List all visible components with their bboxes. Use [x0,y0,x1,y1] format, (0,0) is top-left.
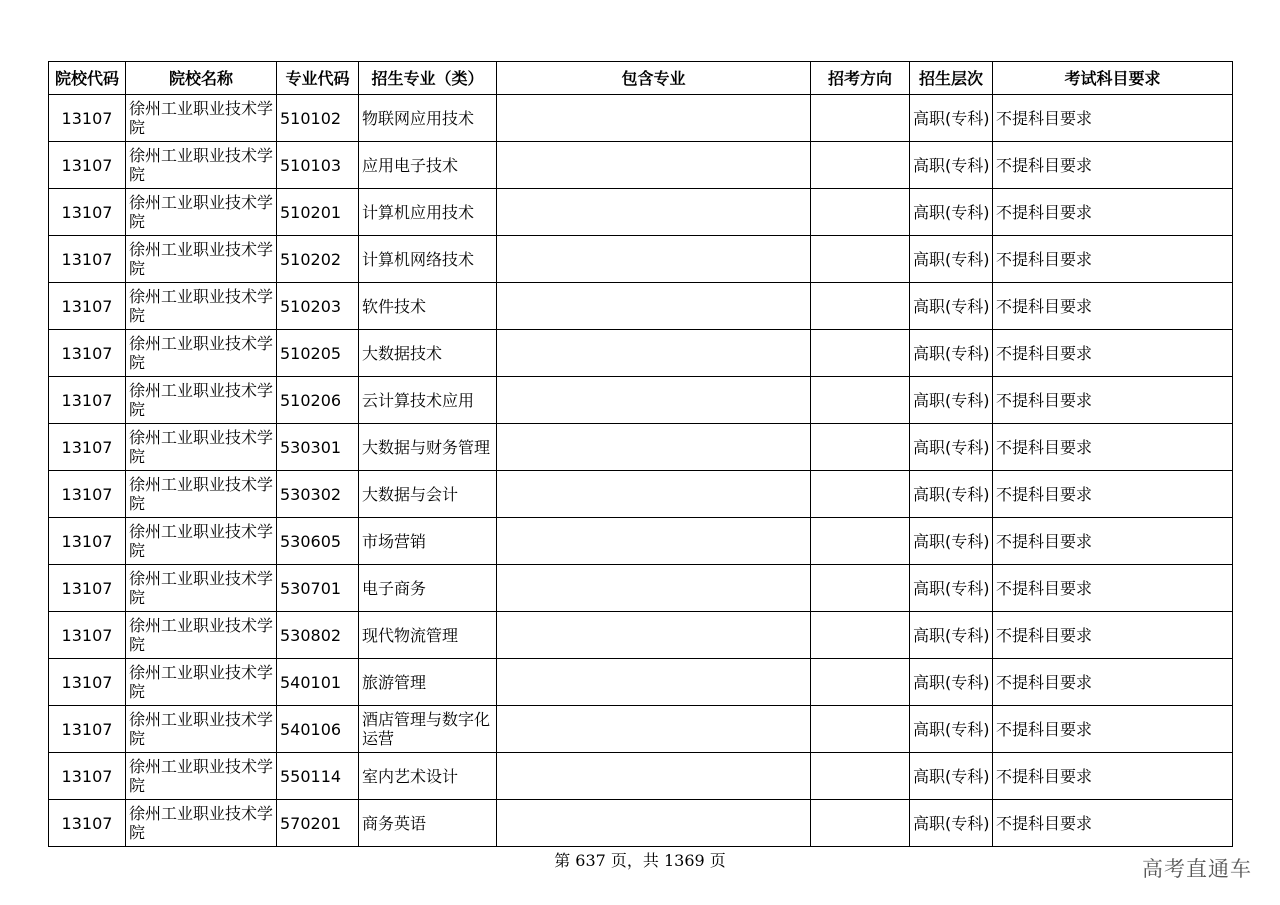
cell-level: 高职(专科) [910,142,993,189]
cell-major-code: 540106 [277,706,359,753]
cell-direction [811,236,910,283]
cell-level: 高职(专科) [910,612,993,659]
table-row [49,95,1233,142]
cell-requirement: 不提科目要求 [993,424,1233,471]
header-included-majors: 包含专业 [497,62,811,95]
cell-school-name: 徐州工业职业技术学院 [126,753,277,800]
cell-level: 高职(专科) [910,330,993,377]
cell-direction [811,330,910,377]
table-body [49,95,1233,847]
cell-major: 计算机网络技术 [359,236,497,283]
cell-requirement: 不提科目要求 [993,236,1233,283]
cell-requirement: 不提科目要求 [993,518,1233,565]
cell-school-name: 徐州工业职业技术学院 [126,424,277,471]
cell-level: 高职(专科) [910,283,993,330]
table-row [49,330,1233,377]
table-row [49,377,1233,424]
cell-major-code: 510202 [277,236,359,283]
cell-level: 高职(专科) [910,565,993,612]
cell-major-code: 510102 [277,95,359,142]
cell-requirement: 不提科目要求 [993,565,1233,612]
cell-major: 市场营销 [359,518,497,565]
header-major: 招生专业（类） [359,62,497,95]
cell-school-name: 徐州工业职业技术学院 [126,565,277,612]
cell-included-majors [497,236,811,283]
cell-school-name: 徐州工业职业技术学院 [126,142,277,189]
cell-school-code: 13107 [49,424,126,471]
admissions-table [48,61,1233,847]
cell-school-code: 13107 [49,706,126,753]
cell-level: 高职(专科) [910,95,993,142]
cell-school-name: 徐州工业职业技术学院 [126,236,277,283]
cell-school-code: 13107 [49,330,126,377]
cell-level: 高职(专科) [910,659,993,706]
cell-level: 高职(专科) [910,706,993,753]
cell-included-majors [497,565,811,612]
cell-requirement: 不提科目要求 [993,471,1233,518]
table-row [49,565,1233,612]
cell-major-code: 530302 [277,471,359,518]
cell-direction [811,753,910,800]
header-level: 招生层次 [910,62,993,95]
table-row [49,236,1233,283]
cell-direction [811,283,910,330]
cell-school-code: 13107 [49,518,126,565]
cell-requirement: 不提科目要求 [993,612,1233,659]
cell-major-code: 510103 [277,142,359,189]
cell-direction [811,471,910,518]
cell-major-code: 530802 [277,612,359,659]
cell-major-code: 530605 [277,518,359,565]
cell-school-code: 13107 [49,612,126,659]
cell-school-name: 徐州工业职业技术学院 [126,283,277,330]
cell-school-code: 13107 [49,189,126,236]
cell-major: 计算机应用技术 [359,189,497,236]
cell-major: 软件技术 [359,283,497,330]
cell-included-majors [497,283,811,330]
watermark: 高考直通车 [1142,857,1252,881]
table-row [49,753,1233,800]
cell-school-name: 徐州工业职业技术学院 [126,706,277,753]
cell-included-majors [497,189,811,236]
cell-included-majors [497,659,811,706]
cell-school-name: 徐州工业职业技术学院 [126,189,277,236]
cell-school-code: 13107 [49,377,126,424]
cell-direction [811,565,910,612]
cell-requirement: 不提科目要求 [993,330,1233,377]
cell-major: 云计算技术应用 [359,377,497,424]
header-direction: 招考方向 [811,62,910,95]
cell-level: 高职(专科) [910,377,993,424]
cell-major: 旅游管理 [359,659,497,706]
cell-level: 高职(专科) [910,424,993,471]
cell-direction [811,659,910,706]
table-row [49,518,1233,565]
cell-included-majors [497,518,811,565]
cell-major-code: 510206 [277,377,359,424]
cell-included-majors [497,471,811,518]
cell-direction [811,377,910,424]
cell-school-code: 13107 [49,565,126,612]
cell-requirement: 不提科目要求 [993,95,1233,142]
cell-major-code: 540101 [277,659,359,706]
cell-school-code: 13107 [49,283,126,330]
table-row [49,659,1233,706]
cell-school-code: 13107 [49,142,126,189]
cell-direction [811,800,910,847]
cell-major: 室内艺术设计 [359,753,497,800]
table-row [49,800,1233,847]
cell-requirement: 不提科目要求 [993,377,1233,424]
cell-school-name: 徐州工业职业技术学院 [126,95,277,142]
cell-included-majors [497,800,811,847]
cell-level: 高职(专科) [910,236,993,283]
cell-requirement: 不提科目要求 [993,283,1233,330]
cell-direction [811,189,910,236]
header-school-name: 院校名称 [126,62,277,95]
cell-school-name: 徐州工业职业技术学院 [126,471,277,518]
cell-requirement: 不提科目要求 [993,659,1233,706]
table-header-row [49,62,1233,95]
cell-major: 电子商务 [359,565,497,612]
cell-direction [811,142,910,189]
cell-major: 大数据与会计 [359,471,497,518]
cell-included-majors [497,95,811,142]
cell-requirement: 不提科目要求 [993,800,1233,847]
cell-major: 应用电子技术 [359,142,497,189]
cell-direction [811,612,910,659]
cell-school-code: 13107 [49,753,126,800]
header-school-code: 院校代码 [49,62,126,95]
cell-school-name: 徐州工业职业技术学院 [126,800,277,847]
cell-included-majors [497,424,811,471]
cell-school-code: 13107 [49,95,126,142]
cell-school-code: 13107 [49,659,126,706]
cell-level: 高职(专科) [910,518,993,565]
table-row [49,189,1233,236]
cell-school-name: 徐州工业职业技术学院 [126,330,277,377]
header-requirement: 考试科目要求 [993,62,1233,95]
cell-included-majors [497,142,811,189]
cell-school-name: 徐州工业职业技术学院 [126,377,277,424]
cell-major-code: 510201 [277,189,359,236]
cell-school-code: 13107 [49,800,126,847]
cell-requirement: 不提科目要求 [993,753,1233,800]
cell-major-code: 530701 [277,565,359,612]
cell-included-majors [497,706,811,753]
cell-school-name: 徐州工业职业技术学院 [126,612,277,659]
page-number: 第 637 页，共 1369 页 [554,851,726,870]
cell-major-code: 510205 [277,330,359,377]
cell-school-code: 13107 [49,236,126,283]
cell-direction [811,424,910,471]
cell-major: 现代物流管理 [359,612,497,659]
cell-major-code: 530301 [277,424,359,471]
cell-major: 商务英语 [359,800,497,847]
cell-included-majors [497,330,811,377]
cell-requirement: 不提科目要求 [993,189,1233,236]
cell-level: 高职(专科) [910,800,993,847]
cell-school-name: 徐州工业职业技术学院 [126,518,277,565]
cell-level: 高职(专科) [910,753,993,800]
table-row [49,283,1233,330]
cell-direction [811,518,910,565]
cell-direction [811,95,910,142]
cell-school-code: 13107 [49,471,126,518]
cell-requirement: 不提科目要求 [993,142,1233,189]
table-row [49,424,1233,471]
cell-major-code: 550114 [277,753,359,800]
cell-major-code: 570201 [277,800,359,847]
cell-major: 物联网应用技术 [359,95,497,142]
cell-direction [811,706,910,753]
cell-school-name: 徐州工业职业技术学院 [126,659,277,706]
table-row [49,612,1233,659]
cell-level: 高职(专科) [910,471,993,518]
table-row [49,706,1233,753]
cell-level: 高职(专科) [910,189,993,236]
cell-major: 酒店管理与数字化运营 [359,706,497,753]
header-major-code: 专业代码 [277,62,359,95]
cell-included-majors [497,612,811,659]
cell-major-code: 510203 [277,283,359,330]
table-row [49,471,1233,518]
table-row [49,142,1233,189]
cell-major: 大数据技术 [359,330,497,377]
cell-included-majors [497,753,811,800]
cell-included-majors [497,377,811,424]
cell-major: 大数据与财务管理 [359,424,497,471]
cell-requirement: 不提科目要求 [993,706,1233,753]
